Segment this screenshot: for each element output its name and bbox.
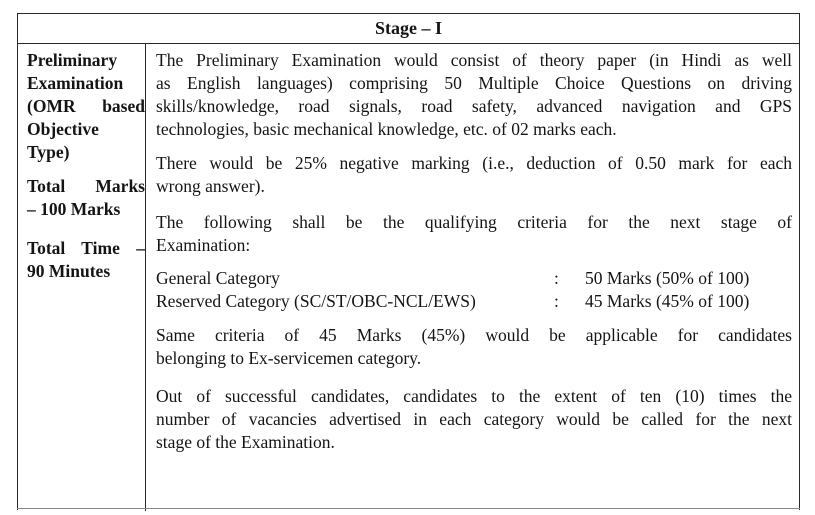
exam-type-line: Examination (27, 73, 124, 93)
stage-table (17, 13, 800, 510)
paragraph-negative-marking (156, 152, 792, 198)
text-line: as English languages) comprising 50 Multiple Choice Questions on driving (156, 73, 792, 93)
criteria-separator: : (554, 291, 559, 311)
text-line: Out of successful candidates, candidates to the extent of ten (10) times the (156, 386, 792, 406)
criteria-separator: : (554, 268, 559, 288)
text-line: skills/knowledge, road signals, road safety, advanced navigation and GPS (156, 96, 792, 116)
text-line: There would be 25% negative marking (i.e., deduction of 0.50 mark for each (156, 153, 792, 173)
text-line: stage of the Examination. (156, 432, 335, 452)
exam-type-line: (OMR based (27, 96, 145, 116)
total-marks-line: Total Marks (27, 176, 145, 196)
total-time-line: Total Time – (27, 238, 145, 258)
exam-type-line: Type) (27, 142, 70, 162)
paragraph-exam-description (156, 49, 792, 141)
criteria-value: 50 Marks (50% of 100) (585, 268, 750, 288)
text-line: technologies, basic mechanical knowledge, etc. of 02 marks each. (156, 119, 617, 139)
table-header (18, 14, 799, 44)
total-time-block (27, 237, 145, 283)
text-line: The following shall be the qualifying criteria for the next stage of (156, 212, 792, 232)
text-line: wrong answer). (156, 176, 265, 196)
column-divider (145, 44, 146, 511)
total-time-line: 90 Minutes (27, 261, 111, 281)
exam-type-line: Preliminary (27, 50, 118, 70)
total-marks-line: – 100 Marks (27, 199, 121, 219)
left-column (27, 49, 145, 294)
criteria-category: Reserved Category (SC/ST/OBC-NCL/EWS) (156, 291, 476, 311)
bottom-rule (17, 508, 800, 509)
stage-title: Stage – I (375, 18, 442, 38)
paragraph-qualifying-criteria (156, 211, 792, 257)
text-line: The Preliminary Examination would consist of theory paper (in Hindi as well (156, 50, 792, 70)
total-marks-block (27, 175, 145, 221)
text-line: number of vacancies advertised in each category would be called for the next (156, 409, 792, 429)
right-column (156, 49, 792, 454)
exam-type-block (27, 49, 145, 164)
exam-type-line: Objective (27, 119, 99, 139)
text-line: Examination: (156, 235, 251, 255)
criteria-value: 45 Marks (45% of 100) (585, 291, 750, 311)
text-line: belonging to Ex-servicemen category. (156, 348, 422, 368)
paragraph-shortlisting (156, 385, 792, 454)
criteria-list (156, 267, 792, 313)
paragraph-ex-servicemen (156, 324, 792, 370)
criteria-row-reserved (156, 290, 792, 313)
criteria-row-general (156, 267, 792, 290)
text-line: Same criteria of 45 Marks (45%) would be applicable for candidates (156, 325, 792, 345)
criteria-category: General Category (156, 268, 280, 288)
